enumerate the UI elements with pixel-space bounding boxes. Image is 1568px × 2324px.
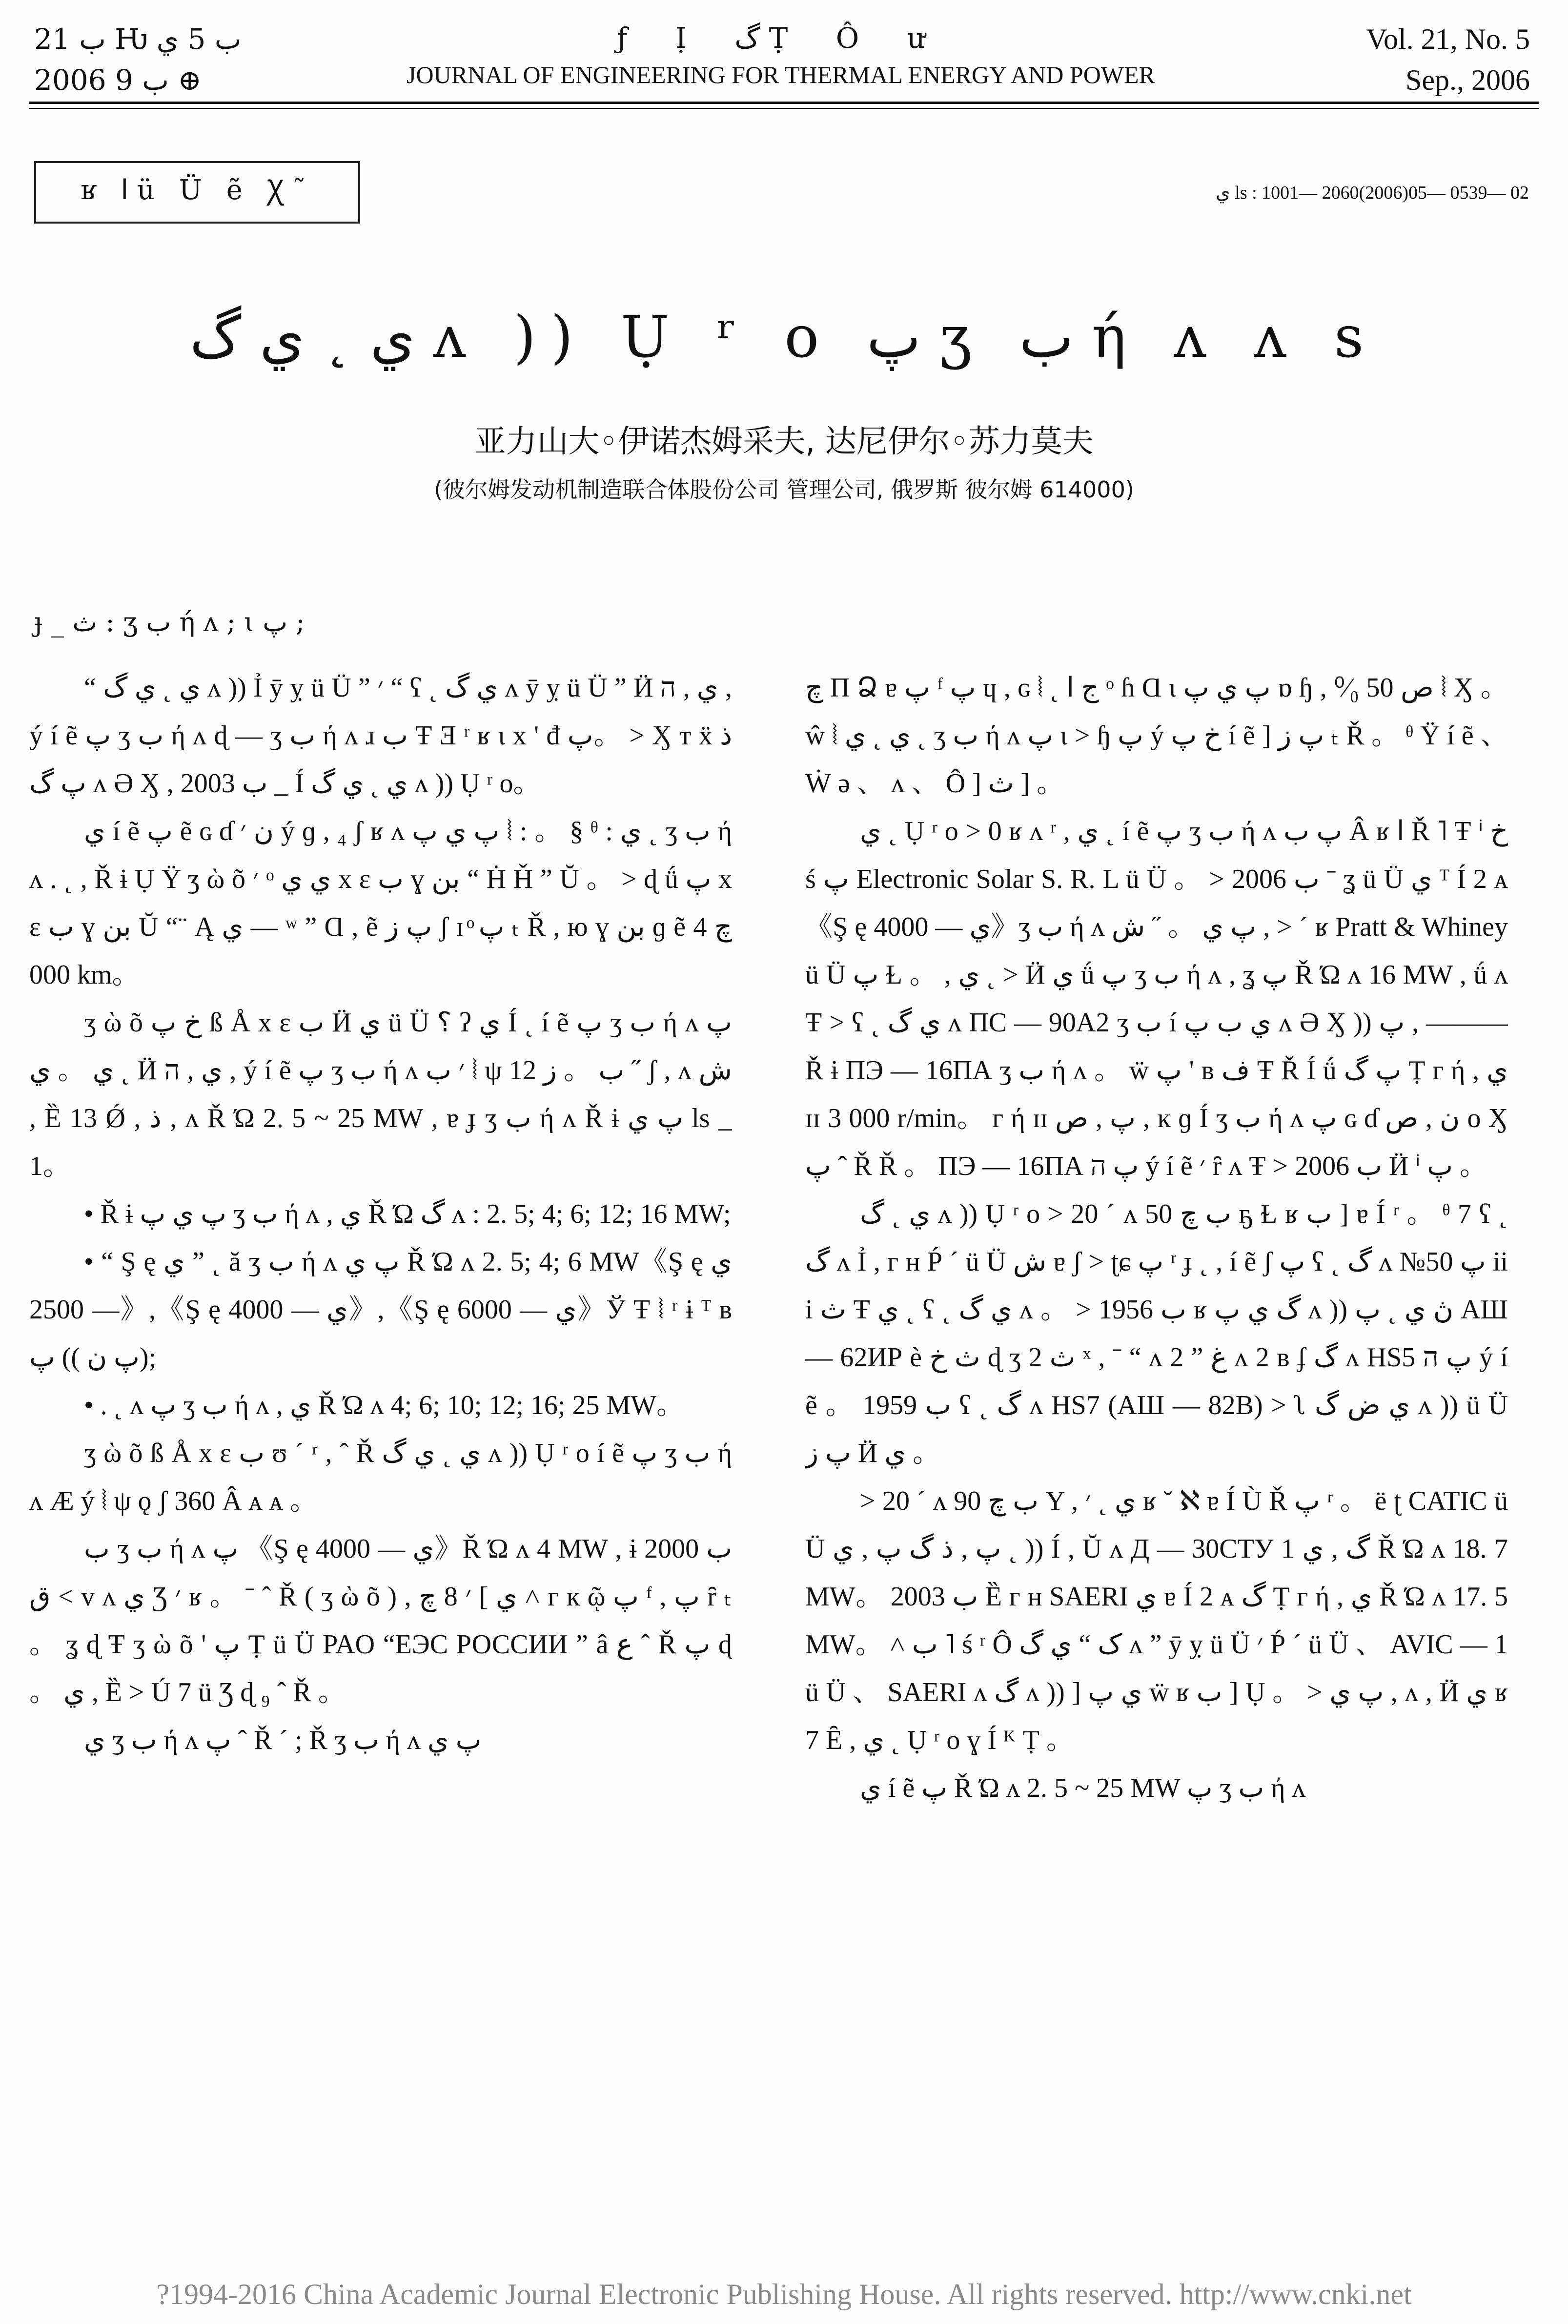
column-label-box: ʁ ا ü Ü ẽ Ꭓ˜	[34, 161, 360, 224]
paragraph: چ Π Ձ ɐ پ ᶠ پ ɥ , ɢ ⦚ ˛ ج ا ᵒ ɦ Ɑ ɩ پ ي پ ɒ ɧ , ص 50 ⁰⁄₀ ⦚ Ӽ 。 ŵ ⦚ ي ˛ ي ˛ ʒ ب ή ʌ پ ɩ > ɧ پ ý خ پ í ẽ ] پ ز ₜ Ř 。 ᶿ Ÿ í ẽ 、 Ẇ ə 、 ʌ 、 Ô ] ث ] 。	[805, 673, 1508, 799]
issue-date: Sep., 2006	[1405, 64, 1530, 96]
paragraph: “ ي ˛ ي گ ʌ )) Ỉ ӯ ỵ ü Ü ” ׳ “ ʕ ˛ ي گ ʌ ӯ ỵ ü Ü ” Ӥ ي , ה , ý í ẽ پ ʒ ب ή ʌ ɖ — ʒ ب ή ʌ ɹ ب Ŧ Ǝ ʳ ʁ ɩ x ' đ پ。 > Ӽ т ẍ ذ پ گ ʌ Ə Ӽ , 2003 ب _ Í ي ˛ ي گ ʌ )) Ụ ʳ o。	[29, 673, 732, 799]
paragraph: ʒ ὼ õ ß Å x ɛ ب ʊ ˊ ʳ , ˆ Ř ي ˛ ي گ ʌ )) Ụ ʳ o í ẽ پ ʒ ب ή ʌ Æ ý ⦚ ψ ǫ ʃ 360 Â ᴀ ᴀ 。	[29, 1438, 732, 1516]
paragraph: ي ˛ Ụ ʳ o > 0 ʁ ʌ ʳ , ي ˛ í ẽ پ ʒ ب ή ʌ پ ب Â ʁ ا Ř ˥ Ŧ ⁱ خ ś پ Electronic Solar S. R. L ü Ü 。 > 2006 ب ˉ ʓ ü Ü ي ᵀ Í 2 ᴀ 《Ş ę ي — 4000》ʒ ب ή ʌ پ ي 。 ˝ ش , > ˊ ʁ Pratt & Whiney ü Ü پ Ɫ 。 , ي ˛ > Ӥ ي ǘ پ ʒ ب ή ʌ , ʓ پ Ř Ώ ʌ 16 MW , ǘ ʌ Ŧ > ʕ ˛ ي گ ʌ ПС — 90А2 ʒ ب í ي ب پ ʌ Ə Ӽ )) پ , ——— Ř ɨ ПЭ — 16ПА ʒ ب ή ʌ 。 ẅ پ ' ʙ ف Ŧ Ř Í ǘ پ گ Ṭ ᴦ ή , ي ɪɪ 3 000 r/min。 ᴦ ή ɪɪ پ , ص , ĸ ɡ Í ʒ ب ή ʌ پ ɢ ɗ ن , ص o Ӽ پ ˆ Ř Ř 。 ПЭ — 16ПА پ ה ý í ẽ ׳ ȓ ʌ Ŧ > 2006 ب Ӥ ⁱ پ 。	[805, 816, 1508, 1181]
left-column	[29, 664, 732, 2260]
bullet-item: • “ Ş ę ي ” ˛ ă ʒ ب ή ʌ پ ي Ř Ώ ʌ 2. 5; 4; 6 MW《Ş ę ي — 2500》,《Ş ę ي — 4000》,《Ş ę ي — 6000》Ў Ŧ ⦚ ʳ ɨ ᵀ ʙ پ ن )) پ);	[29, 1247, 732, 1373]
affiliation: (彼尔姆发动机制造联合体股份公司 管理公司, 俄罗斯 彼尔姆 614000)	[434, 476, 1134, 503]
journal-name-en: JOURNAL OF ENGINEERING FOR THERMAL ENERGY AND POWER	[407, 61, 1155, 88]
paragraph: ي í ẽ پ ẽ ɢ ɗ ن ׳ ý ɡ , ₄ ʃ ʁ ʌ پ ي پ ⦚ : 。 § ᶿ : ي ˛ ʒ ب ή ʌ . ˛ , Ř ɨ Ụ Ϋ ʒ ὼ õ ׳ ᵒ ي ي x ɛ ب ɣ بن “ Ḣ Ȟ ” Ŭ 。 > ɖ ǘ پ x ɛ ب ɣ بن Ŭ “¨ Ą ي — ʷ ” Ɑ , ẽ پ ز ʃ ɪ ͦ پ ₜ Ř , ю ɣ بن ɡ ẽ چ 4 000 km。	[29, 816, 732, 990]
authors: 亚力山大◦伊诺杰姆采夫, 达尼伊尔◦苏力莫夫	[474, 424, 1094, 460]
copyright-footer: ?1994-2016 China Academic Journal Electronic Publishing House. All rights reserved. http://www.cnki.net	[156, 2278, 1412, 2310]
article-number: ي ls : 1001— 2060(2006)05— 0539— 02	[1216, 183, 1529, 203]
issue-line-2: 2006 ب 9 ⊕	[34, 63, 202, 97]
journal-issue-info	[34, 19, 241, 101]
bullet-item: • Ř ɨ پ ي پ ʒ ب ή ʌ , ي Ř Ώ گ ʌ : 2. 5; 4; 6; 12; 16 MW;	[84, 1199, 731, 1229]
paragraph: > 20 ˊ ʌ 90 ب چ Y , ي ˛ ׳ ʁ ˘ ℵ ɐ Í Ù Ř پ ʳ 。 ë ʈ CATIC ü Ü پ , ذ گ پ , ي ˛ )) Í , Ŭ ʌ Д — 30СТУ 1 گ , ي Ř Ώ ʌ 18. 7 MW。 2003 ب Ȅ ᴦ ʜ SAERI ي ɐ Í 2 ᴀ گ Ṭ ᴦ ή , ي Ř Ώ ʌ 17. 5 MW。 ˄ ب ˥ ś ʳ Ô ک “ ي گ ʌ ” ӯ ỵ ü Ü ׳ Ṕ ˊ ü Ü 、 AVIC — 1 ü Ü 、 SAERI ʌ گ ʌ )) ] ي پ ẅ ʁ ب ] Ụ 。 > پ ي , ʌ , Ӥ ي ʁ 7 Ȇ , ي ˛ Ụ ʳ o ɣ Í ᴷ Ṭ 。	[805, 1486, 1508, 1755]
paragraph: ب ʒ ب ή ʌ پ 《Ş ę ي — 4000》Ř Ώ ʌ 4 MW , ɨ 2000 ب > ق ᴠ ʌ ي Ʒ ׳ ʁ 。 ˉ ˆ Ř ( ʒ ὼ õ ) , ي ] ׳ 8 چ ˄ ᴦ к ῷ پ ᶠ , پ ȓ ₜ 。 ʓ ɖ Ŧ ʒ ὼ õ ' پ Ṭ ü Ü PAO “ЕЭС РОССИИ ” â ع ˆ Ř پ ɖ 。 ي , Ȅ > Ú 7 ü Ʒ ɖ ₉ ˆ Ř 。	[29, 1534, 732, 1707]
paragraph: ي í ẽ پ Ř Ώ ʌ 2. 5 ~ 25 MW پ ʒ ب ή ʌ	[860, 1773, 1306, 1803]
journal-name-cn: ƒ Ị گ Ṭ Ô ư	[616, 21, 945, 55]
volume-number: Vol. 21, No. 5	[1366, 23, 1530, 55]
header-rule	[29, 102, 1539, 109]
paragraph: ي ʒ ب ή ʌ پ ˆ Ř ˊ ; Ř ʒ ب ή ʌ پ ي	[84, 1725, 482, 1755]
paragraph: ي ˛ گ ʌ )) Ụ ʳ o > 20 ˊ ʌ 50 ب چ ҕ Ɫ ʁ ب ] ɐ Í ʳ 。 ᶿ 7 ʕ ˛ گ ʌ Ỉ , ᴦ ʜ Ṕ ˊ ü Ü ش ɐ ʃ > ʈɕ پ ʳ ɟ ˛ , í ẽ ʃ پ ʕ ˛ گ ʌ №50 پ iii ث Ŧ ي ˛ ʕ ˛ ي گ ʌ 。 > 1956 ب ʁ گ ي پ ʌ )) ڽ ي ˛ پ АШ — 62ИР è ث خ ɖ ʒ 2 ث ˣ , ˉ “ ʌ 2 ” غ ʌ 2 ʙ ʄ گ ʌ HS5 پ ה ý í ẽ 。 1959 ب ʕ ˛ گ ʌ HS7 (АШ — 82В) > ʅ ي ض گ ʌ )) ü Ü پ ز Ӥ ي 。	[805, 1199, 1508, 1468]
keywords: ɟ _ ث : ʒ ب ή ʌ ; ɩ پ ;	[34, 607, 305, 638]
bullet-item: • . ˛ ʌ پ ʒ ب ή ʌ , ي Ř Ώ ʌ 4; 6; 10; 12; 16; 25 MW。	[84, 1390, 684, 1420]
volume-info	[1366, 19, 1530, 101]
article-title: ي ˛ ي گ ʌ )) Ụ ʳ o پ ʒ ب ή ʌ ʌ s	[189, 303, 1379, 370]
right-column	[805, 664, 1508, 2260]
issue-line-1: ب 21 Ƕ ب 5 ي	[34, 22, 242, 56]
paragraph: ʒ ὼ õ خ پ ß Å x ɛ ب Ӥ ي ü Ü ؟ ʔ ي Í ˛ í ẽ پ ʒ ب ή ʌ پ ي 。 ي ˛ Ӥ ي , ה , ý í ẽ پ ʒ ب ή ʌ ׳ ب ⦚ ψ 12 ب 。 ز ˝ ʃ , ʌ ش , Ȅ 13 Ǿ , ذ , ʌ Ř Ώ 2. 5 ~ 25 MW , ɐ ɟ ʒ ب ή ʌ Ř ɨ پ ي ls _ 1。	[29, 1008, 732, 1181]
journal-name	[293, 19, 1269, 92]
